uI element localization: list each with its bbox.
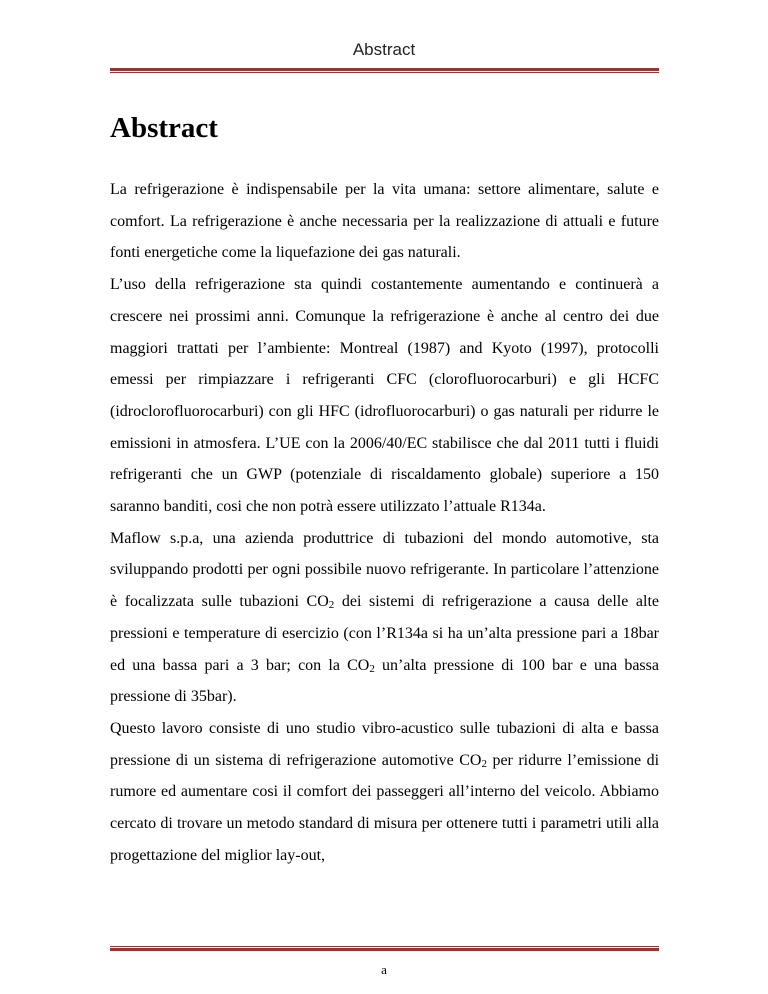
page-number: a xyxy=(381,962,387,977)
paragraph-text: Maflow s.p.a, una azienda produttrice di tubazioni del mondo automotive, sta sviluppando prodotti per ogni possibile nuovo refrigerante. In particolare l’attenzione è focalizzata sulle tubazioni CO xyxy=(110,529,659,611)
subscript-2: 2 xyxy=(481,757,487,770)
paragraph-text: Questo lavoro consiste di uno studio vibro-acustico sulle tubazioni di alta e bassa pressione di un sistema di refrigerazione automotive CO xyxy=(110,719,659,769)
paragraph-text: un’alta pressione di 100 bar e una bassa pressione di 35bar). xyxy=(110,656,659,706)
paragraph-text: dei sistemi di refrigerazione a causa delle alte pressioni e temperature di esercizio (con l’R134a si ha un’alta pressione pari a 18bar ed una bassa pari a 3 bar; con la CO xyxy=(110,593,660,674)
paragraph-3 xyxy=(110,523,659,713)
header-rule xyxy=(110,68,659,73)
paragraph-1 xyxy=(110,174,659,269)
section-heading: Abstract xyxy=(110,112,218,144)
paragraph-2 xyxy=(110,269,659,523)
subscript-2: 2 xyxy=(328,599,335,612)
subscript-2: 2 xyxy=(369,662,375,675)
paragraph-text: La refrigerazione è indispensabile per la vita umana: settore alimentare, salute e comfort. La refrigerazione è anche necessaria per la realizzazione di attuali e future fonti energetiche come la liquefazione dei gas naturali. xyxy=(110,181,659,262)
paragraph-text: L’uso della refrigerazione sta quindi costantemente aumentando e continuerà a crescere nei prossimi anni. Comunque la refrigerazione è anche al centro dei due maggiori trattati per l’ambiente: Montreal (1987) and Kyoto (1997), protocolli emessi per rimpiazzare i refrigeranti CFC (clorofluorocarburi) e gli HCFC (idroclorofluorocarburi) con gli HFC (idrofluorocarburi) o gas naturali per ridurre le emissioni in atmosfera. L’UE con la 2006/40/EC stabilisce che dal 2011 tutti i fluidi refrigeranti che un GWP (potenziale di riscaldamento globale) superiore a 150 saranno banditi, cosi che non potrà essere utilizzato l’attuale R134a. xyxy=(110,276,659,516)
abstract-body xyxy=(110,174,659,871)
paragraph-text: per ridurre l’emissione di rumore ed aumentare cosi il comfort dei passeggeri all’interno del veicolo. Abbiamo cercato di trovare un metodo standard di misura per ottenere tutti i parametri utili alla progettazione del miglior lay-out, xyxy=(110,751,660,864)
footer-rule xyxy=(110,946,659,951)
running-header: Abstract xyxy=(352,40,416,59)
paragraph-4 xyxy=(110,713,659,872)
